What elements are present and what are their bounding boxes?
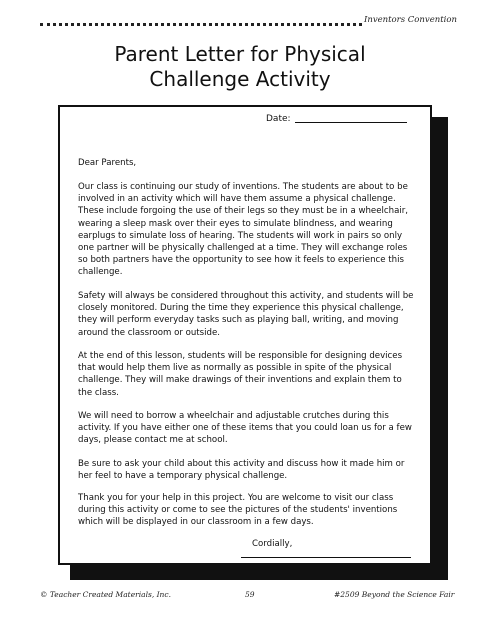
letter-paragraph-5: [78, 458, 416, 482]
date-field: [266, 114, 407, 124]
closing: Cordially,: [252, 539, 293, 549]
footer-publisher: © Teacher Created Materials, Inc.: [40, 590, 171, 599]
page-title-line-1: Parent Letter for Physical: [114, 42, 366, 66]
letter-paragraph-3: [78, 350, 416, 399]
paragraph-text: Thank you for your help in this project. You are welcome to visit our class during this activity or come to see the pictures of the students' inventions which will be displayed in our classroom in a few days.: [78, 493, 398, 528]
paragraph-text: Safety will always be considered throughout this activity, and students will be closely monitored. During the time they experience this physical challenge, they will perform everyday tasks such as playing ball, writing, and moving around the classroom or outside.: [78, 291, 414, 338]
letter-paragraph-2: [78, 290, 416, 339]
paragraph-text: At the end of this lesson, students will be responsible for designing devices that would help them live as normally as possible in spite of the physical challenge. They will make drawings of their inventions and explain them to the class.: [78, 351, 403, 398]
signature-line: [241, 557, 411, 558]
paragraph-text: Be sure to ask your child about this activity and discuss how it made him or her feel to have a temporary physical challenge.: [78, 459, 405, 482]
letter-paragraph-6: [78, 492, 416, 529]
date-blank-line: [295, 122, 407, 123]
salutation: Dear Parents,: [78, 158, 137, 168]
paragraph-text: Our class is continuing our study of inventions. The students are about to be involved in an activity which will have them assume a physical challenge. These include forgoing the use of their legs so they must be in a wheelchair, wearing a sleep mask over their eyes to simulate blindness, and wearing earplugs to simulate loss of hearing. The students will work in pairs so only one partner will be physically challenged at a time. They will exchange roles so both partners have the opportunity to see how it feels to experience this challenge.: [78, 182, 408, 278]
series-label: Inventors Convention: [364, 15, 457, 25]
page-title-line-2: Challenge Activity: [149, 67, 331, 91]
dotted-rule: [40, 23, 362, 26]
date-label: Date:: [266, 114, 291, 124]
footer-page-number: 59: [245, 590, 255, 599]
footer-book-title: #2509 Beyond the Science Fair: [334, 590, 455, 599]
letter-paragraph-4: [78, 410, 416, 447]
letter-paragraph-1: [78, 181, 416, 279]
paragraph-text: We will need to borrow a wheelchair and adjustable crutches during this activity. If you have either one of these items that you could loan us for a few days, please contact me at school.: [78, 411, 412, 446]
